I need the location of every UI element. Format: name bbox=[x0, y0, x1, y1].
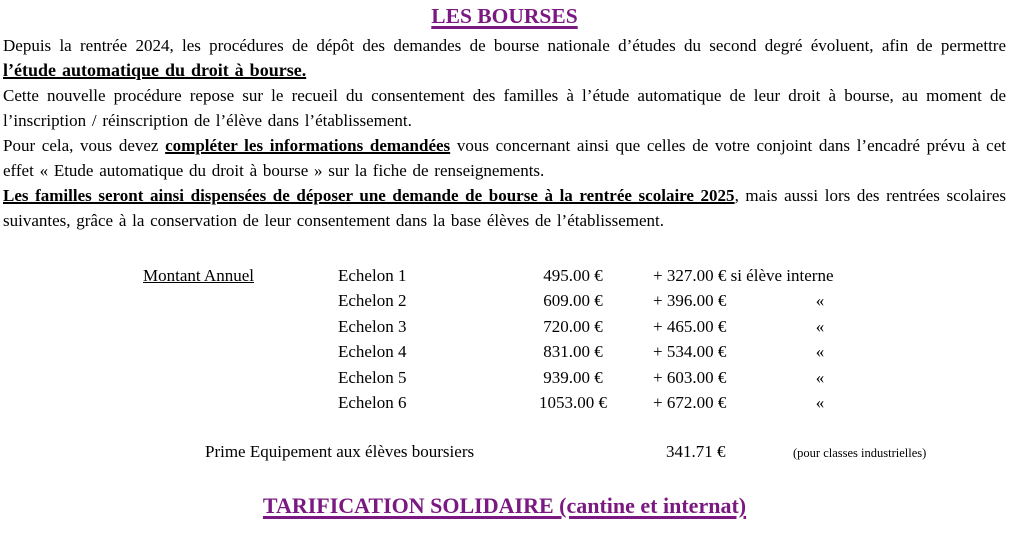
echelon-label: Echelon 4 bbox=[338, 342, 407, 362]
paragraph-intro bbox=[3, 33, 1006, 83]
row-header bbox=[143, 263, 338, 288]
ditto-mark: « bbox=[815, 316, 825, 336]
table-row bbox=[3, 390, 1006, 415]
equipment-bonus-note: (pour classes industrielles) bbox=[793, 446, 927, 461]
supplement-value: + 327.00 € si élève interne bbox=[653, 266, 834, 285]
ditto-mark: « bbox=[815, 367, 825, 387]
row-header bbox=[143, 288, 338, 313]
paragraph-consent bbox=[3, 83, 1006, 133]
emphasis-auto-study: l’étude automatique du droit à bourse. bbox=[3, 60, 307, 80]
row-header bbox=[143, 339, 338, 364]
equipment-bonus-label: Prime Equipement aux élèves boursiers bbox=[205, 442, 475, 462]
equipment-bonus-row bbox=[3, 439, 1006, 466]
table-row bbox=[3, 288, 1006, 313]
echelon-label: Echelon 1 bbox=[338, 266, 407, 285]
row-indent bbox=[3, 314, 143, 339]
echelon-label: Echelon 3 bbox=[338, 316, 407, 336]
echelon-label: Echelon 2 bbox=[338, 291, 407, 311]
page-title-text: LES BOURSES bbox=[431, 4, 578, 28]
paragraph-consent-text: Cette nouvelle procédure repose sur le recueil du consentement des familles à l’étude automatique de leur droit à bourse, au moment de l’inscription / réinscription de l’élève dans l’établissement. bbox=[3, 86, 1006, 130]
column-gap bbox=[623, 314, 653, 339]
table-row bbox=[3, 314, 1006, 339]
paragraph-intro-text: Depuis la rentrée 2024, les procédures de dépôt des demandes de bourse nationale d’études du second degré évoluent, afin de permettre bbox=[3, 36, 1006, 55]
row-indent bbox=[3, 339, 143, 364]
supplement-value: + 465.00 € bbox=[653, 316, 727, 336]
ditto-mark: « bbox=[815, 291, 825, 311]
emphasis-dispense-2025: Les familles seront ainsi dispensées de déposer une demande de bourse à la rentrée scolaire 2025 bbox=[3, 186, 735, 205]
echelon-label: Echelon 5 bbox=[338, 367, 407, 387]
table-row bbox=[3, 365, 1006, 390]
paragraph-instructions-post: vous concernant ainsi que celles de votre conjoint dans l’encadré prévu à cet effet « Etude automatique du droit à bourse » sur la fiche de renseignements. bbox=[3, 136, 1006, 180]
amount-value: 609.00 € bbox=[543, 291, 603, 311]
row-header bbox=[143, 390, 338, 415]
amount-value: 495.00 € bbox=[543, 266, 603, 285]
column-gap bbox=[623, 390, 653, 415]
amount-value: 720.00 € bbox=[543, 316, 603, 336]
paragraph-instructions-pre: Pour cela, vous devez bbox=[3, 136, 166, 155]
row-header-text: Montant Annuel bbox=[143, 266, 254, 285]
column-gap bbox=[623, 263, 653, 288]
ditto-mark bbox=[803, 263, 837, 288]
table-row bbox=[3, 263, 1006, 288]
row-indent bbox=[3, 390, 143, 415]
row-indent bbox=[3, 365, 143, 390]
row-header bbox=[143, 314, 338, 339]
section-title-tarification-text: TARIFICATION SOLIDAIRE (cantine et internat) bbox=[262, 493, 747, 519]
scholarship-amounts-table bbox=[3, 263, 1006, 415]
column-gap bbox=[623, 365, 653, 390]
supplement-value: + 396.00 € bbox=[653, 291, 727, 311]
row-indent bbox=[3, 263, 143, 288]
amount-value: 1053.00 € bbox=[539, 393, 607, 413]
amount-value: 939.00 € bbox=[543, 367, 603, 387]
ditto-mark: « bbox=[815, 342, 825, 362]
amount-value: 831.00 € bbox=[543, 342, 603, 362]
supplement-value: + 534.00 € bbox=[653, 342, 727, 362]
page-title bbox=[3, 3, 1006, 30]
section-title-tarification bbox=[3, 492, 1006, 520]
supplement-value: + 603.00 € bbox=[653, 367, 727, 387]
row-indent bbox=[3, 288, 143, 313]
column-gap bbox=[623, 288, 653, 313]
paragraph-instructions bbox=[3, 133, 1006, 183]
row-header bbox=[143, 365, 338, 390]
ditto-mark: « bbox=[815, 393, 825, 413]
paragraph-dispense-post: , mais aussi lors des rentrées scolaires suivantes, grâce à la conservation de leur consentement dans la base élèves de l’établissement. bbox=[3, 186, 1006, 230]
table-row bbox=[3, 339, 1006, 364]
echelon-label: Echelon 6 bbox=[338, 393, 407, 413]
equipment-bonus-amount: 341.71 € bbox=[666, 442, 726, 462]
emphasis-complete-info: compléter les informations demandées bbox=[165, 136, 451, 155]
supplement-value: + 672.00 € bbox=[653, 393, 727, 413]
column-gap bbox=[623, 339, 653, 364]
paragraph-dispense bbox=[3, 183, 1006, 233]
